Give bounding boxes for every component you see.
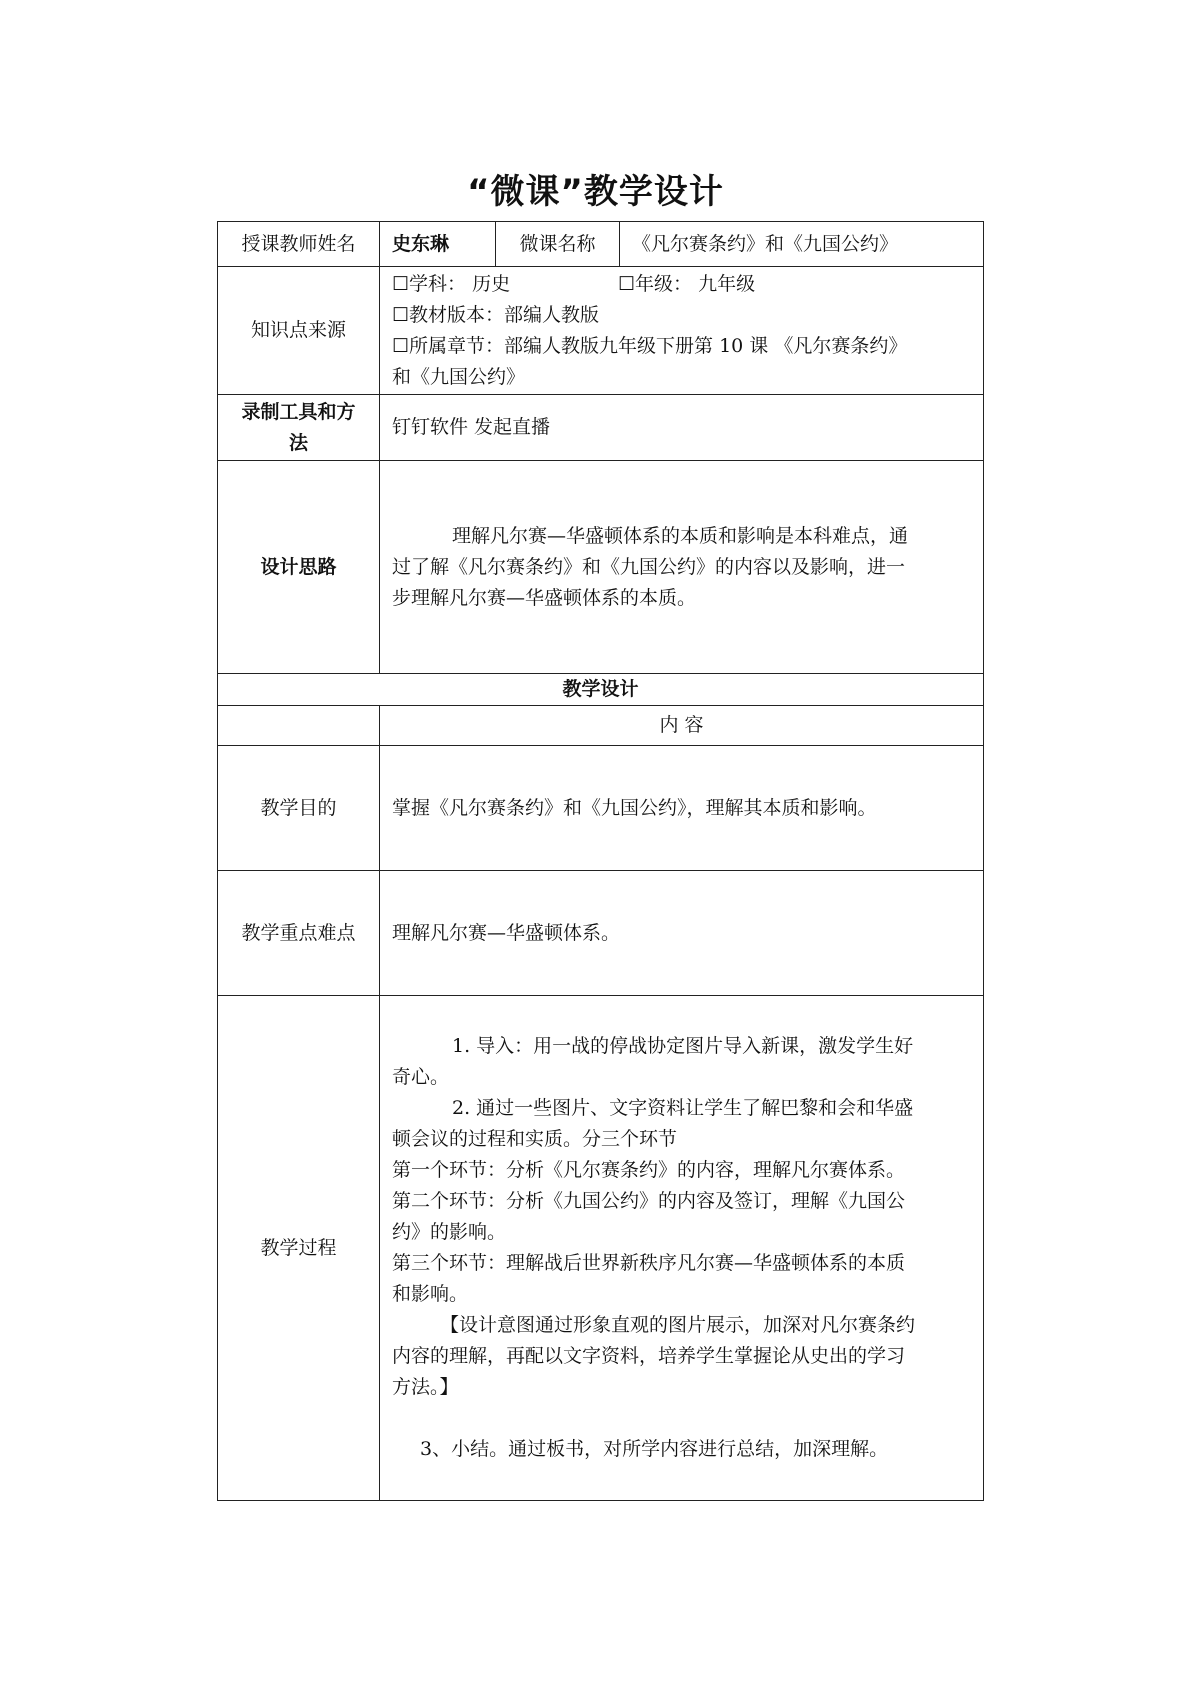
course-name: 《凡尔赛条约》和《九国公约》	[620, 222, 984, 267]
chapter-checkbox-text: ☐所属章节：部编人教版九年级下册第 10 课 《凡尔赛条约》	[392, 334, 908, 357]
process-row	[218, 996, 984, 1501]
list-item: 方法。】	[392, 1376, 459, 1398]
objective-row	[218, 746, 984, 871]
design-idea-row	[218, 461, 984, 674]
header-row	[218, 222, 984, 267]
list-item: 第二个环节：分析《九国公约》的内容及签订，理解《九国公	[392, 1190, 906, 1212]
list-item: 第一个环节：分析《凡尔赛条约》的内容，理解凡尔赛体系。	[392, 1159, 906, 1181]
teacher-label: 授课教师姓名	[218, 222, 380, 267]
key-points-label: 教学重点难点	[218, 871, 380, 996]
list-item: 内容的理解，再配以文字资料，培养学生掌握论从史出的学习	[392, 1345, 906, 1367]
empty-header-cell	[218, 706, 380, 746]
design-idea-label: 设计思路	[218, 461, 380, 674]
textbook-checkbox-text: ☐教材版本：部编人教版	[392, 303, 600, 326]
list-item: 2. 通过一些图片、文字资料让学生了解巴黎和会和华盛	[452, 1097, 914, 1119]
lesson-plan-table	[217, 221, 984, 1501]
content-header: 内 容	[380, 706, 984, 746]
list-item: 奇心。	[392, 1066, 450, 1088]
list-item: 第三个环节：理解战后世界新秩序凡尔赛—华盛顿体系的本质	[392, 1252, 906, 1274]
knowledge-source-label: 知识点来源	[218, 267, 380, 395]
section-title: 教学设计	[218, 674, 984, 706]
list-item: 1. 导入：用一战的停战协定图片导入新课，激发学生好	[452, 1035, 914, 1057]
list-item: 和影响。	[392, 1283, 469, 1305]
key-points-row	[218, 871, 984, 996]
design-idea-content: 理解凡尔赛—华盛顿体系的本质和影响是本科难点，通 过了解《凡尔赛条约》和《九国公约》的内容以及影响，进一 步理解凡尔赛—华盛顿体系的本质。	[380, 461, 984, 674]
subject-checkbox-text: ☐学科： 历史	[392, 272, 511, 295]
tools-label: 录制工具和方 法	[218, 395, 380, 461]
list-item: 【设计意图通过形象直观的图片展示，加深对凡尔赛条约	[440, 1314, 916, 1336]
course-label: 微课名称	[496, 222, 620, 267]
objective-label: 教学目的	[218, 746, 380, 871]
content-header-row	[218, 706, 984, 746]
tools-row	[218, 395, 984, 461]
list-item: 3、小结。通过板书，对所学内容进行总结，加深理解。	[420, 1438, 889, 1460]
tools-value: 钉钉软件 发起直播	[380, 395, 984, 461]
knowledge-source-row	[218, 267, 984, 395]
process-content	[380, 996, 984, 1501]
list-item: 约》的影响。	[392, 1221, 507, 1243]
subject-grade-line	[392, 269, 971, 300]
knowledge-source-content	[380, 267, 984, 395]
process-label: 教学过程	[218, 996, 380, 1501]
objective-value: 掌握《凡尔赛条约》和《九国公约》，理解其本质和影响。	[380, 746, 984, 871]
key-points-value: 理解凡尔赛—华盛顿体系。	[380, 871, 984, 996]
chapter-line-2: 和《九国公约》	[392, 365, 526, 388]
blank-line	[392, 1403, 971, 1434]
grade-checkbox-text: ☐年级： 九年级	[618, 272, 756, 295]
teacher-name: 史东琳	[380, 222, 496, 267]
section-title-row	[218, 674, 984, 706]
page-title: “微课”教学设计	[467, 172, 724, 212]
list-item: 顿会议的过程和实质。分三个环节	[392, 1128, 678, 1150]
